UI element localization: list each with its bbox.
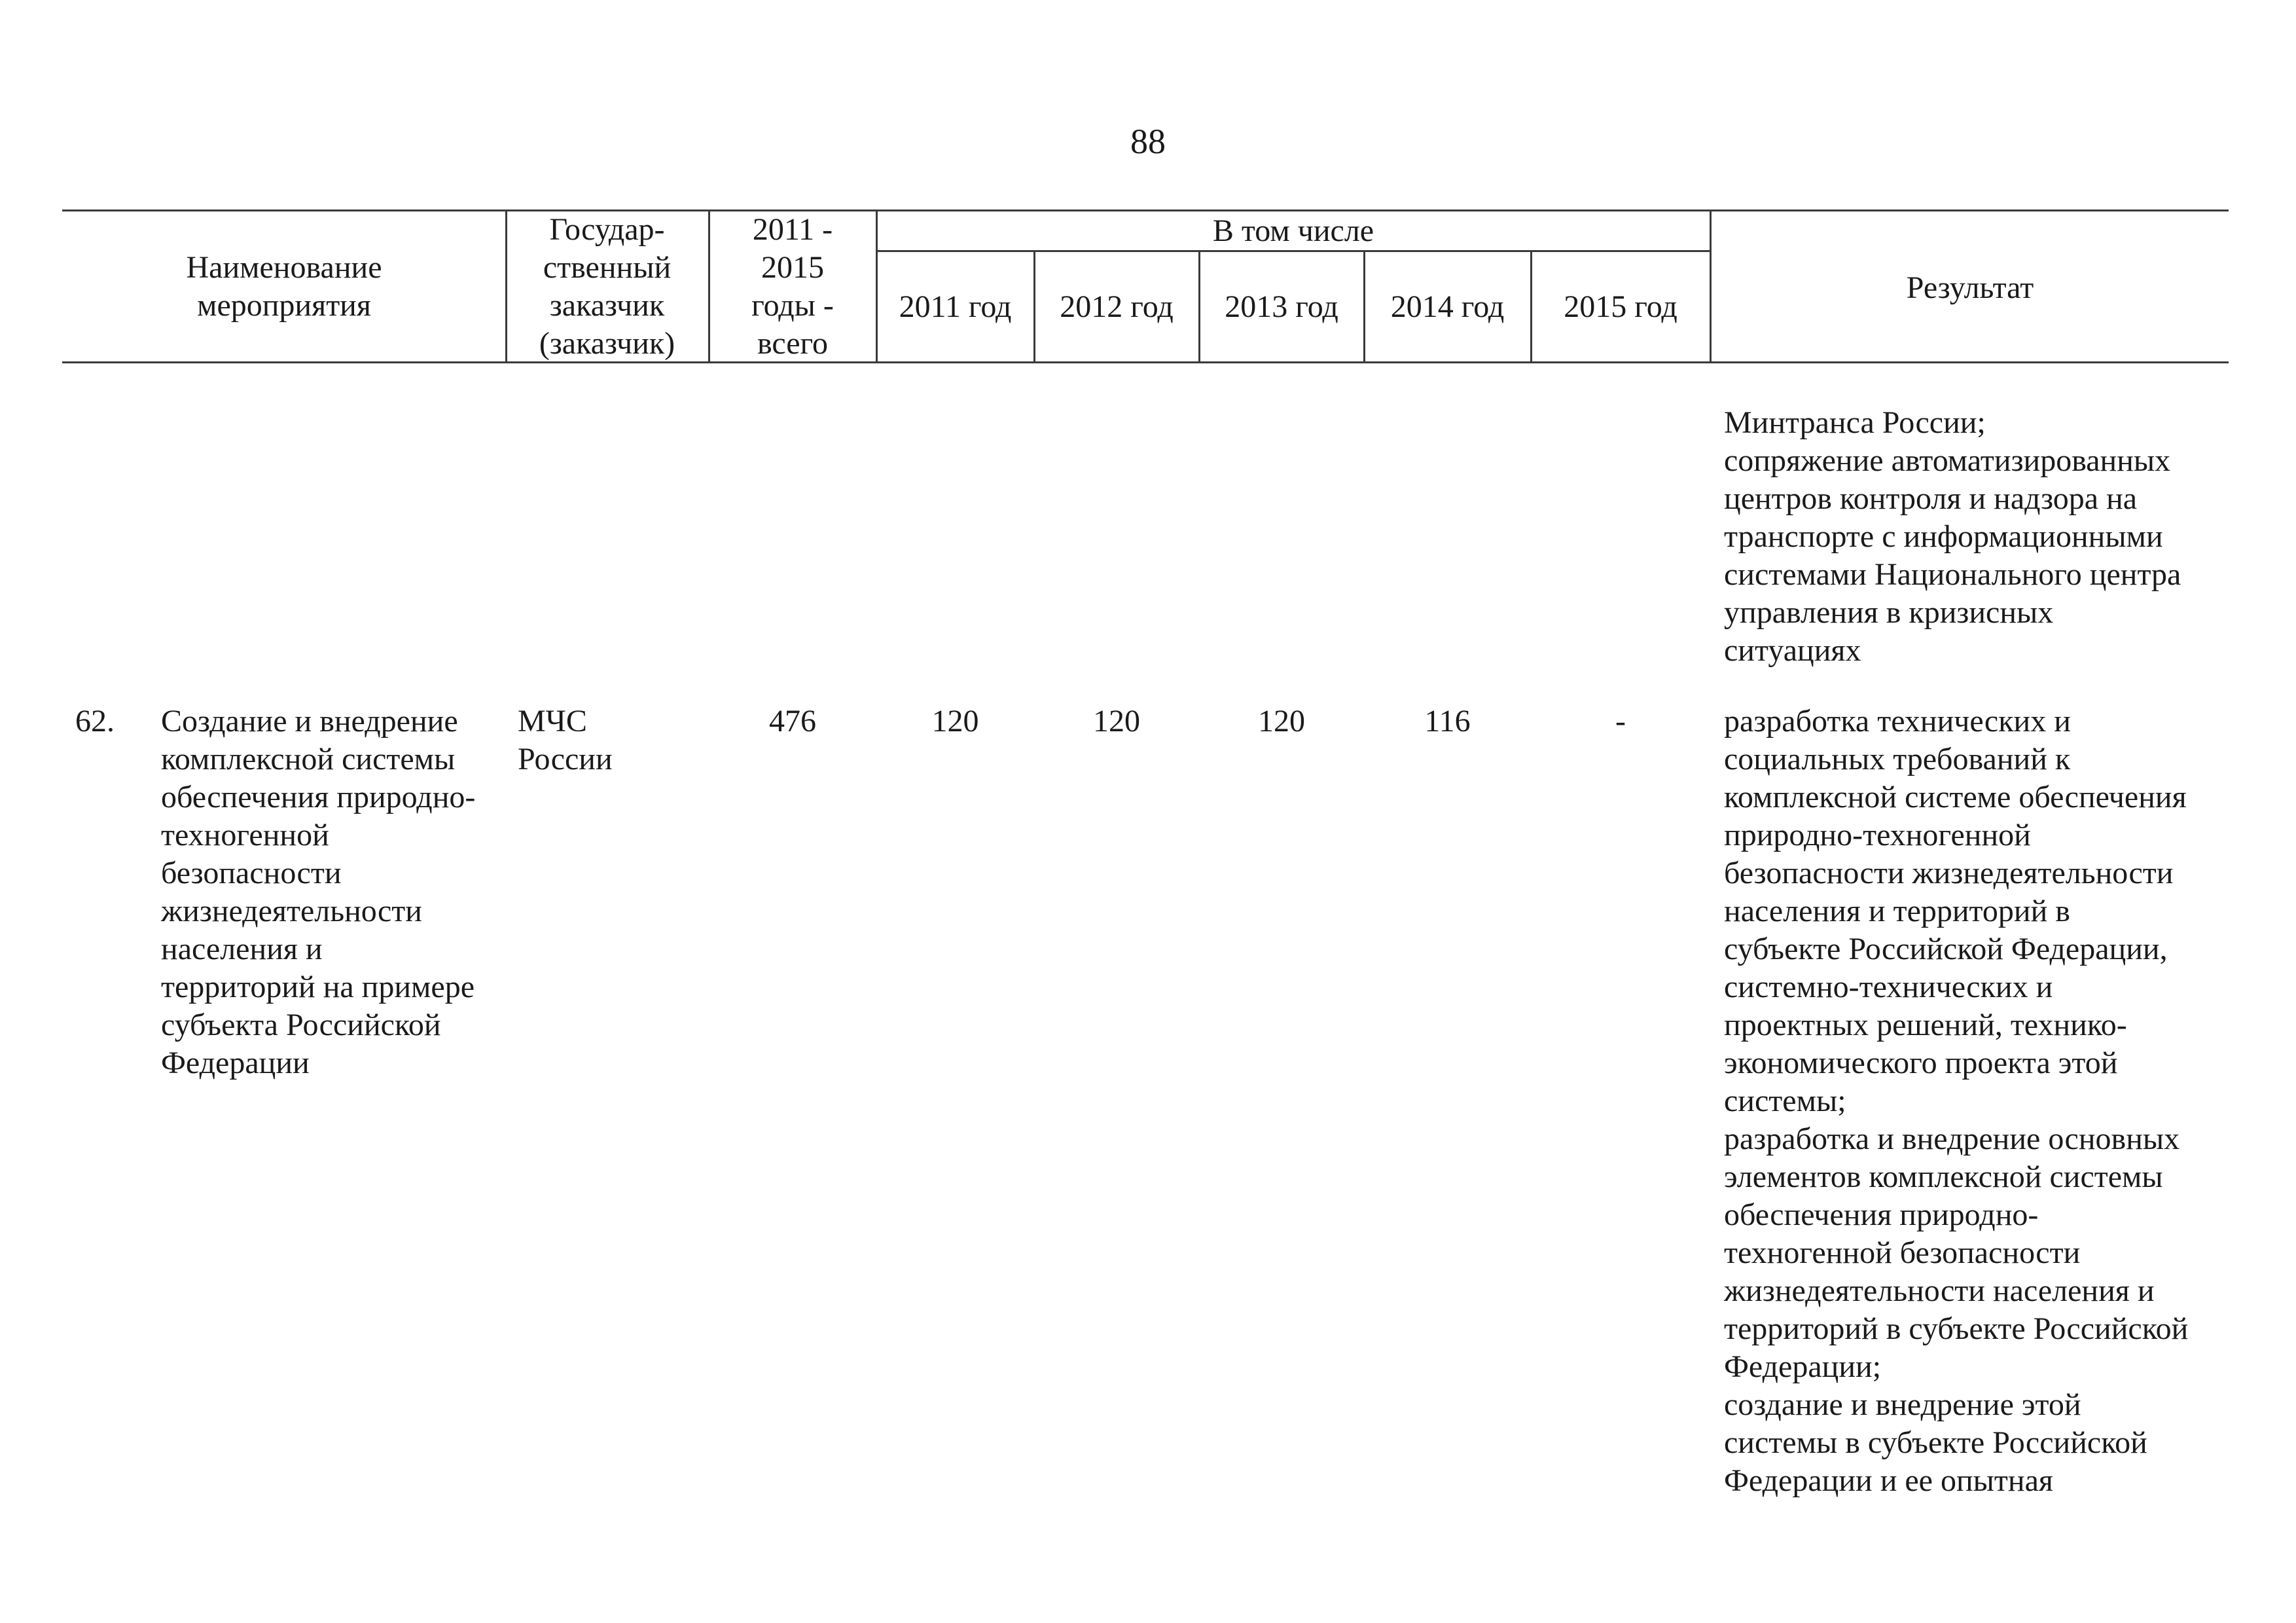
header-total: 2011 - 2015 годы - всего	[751, 212, 834, 361]
row-number: 62.	[75, 704, 115, 739]
page-number: 88	[1130, 122, 1166, 161]
header-year-2014: 2014 год	[1390, 289, 1505, 324]
subheader-rule	[876, 250, 1712, 252]
header-bottom-rule	[62, 361, 2229, 363]
header-year-2015: 2015 год	[1564, 289, 1677, 324]
header-top-rule	[62, 210, 2229, 211]
row-customer: МЧС России	[518, 704, 613, 776]
header-including: В том числе	[1212, 213, 1374, 248]
row-value-2012: 120	[1093, 704, 1140, 739]
header-year-2012: 2012 год	[1060, 289, 1174, 324]
header-name: Наименование мероприятия	[186, 250, 382, 323]
row-value-2013: 120	[1258, 704, 1305, 739]
row-name: Создание и внедрение комплексной системы обеспечения природно- техногенной безопасности жизнедеятельности населения и территорий на примере субъекта Российской Федерации	[161, 704, 476, 1080]
header-result: Результат	[1906, 270, 2034, 305]
row-total: 476	[769, 704, 816, 739]
row-result: разработка технических и социальных требований к комплексной системе обеспечения природно-техногенной безопасности жизнедеятельности населения и территорий в субъекте Российской Федерации, системно-технических и проектных решений, технико- экономического проекта этой системы; разработка и внедрение основных элементов комплексной системы обеспечения природно- техногенной безопасности жизнедеятельности населения и территорий в субъекте Российской Федерации; создание и внедрение этой системы в субъекте Российской Федерации и ее опытная	[1724, 704, 2189, 1498]
header-customer: Государ- ственный заказчик (заказчик)	[539, 212, 675, 361]
row-value-2011: 120	[931, 704, 979, 739]
continuation-result-text: Минтранса России; сопряжение автоматизированных центров контроля и надзора на транспорте с информационными системами Национального центра управления в кризисных ситуациях	[1724, 405, 2181, 668]
row-value-2015: -	[1615, 704, 1626, 739]
header-year-2011: 2011 год	[899, 289, 1012, 324]
row-value-2014: 116	[1424, 704, 1471, 739]
header-year-2013: 2013 год	[1225, 289, 1338, 324]
